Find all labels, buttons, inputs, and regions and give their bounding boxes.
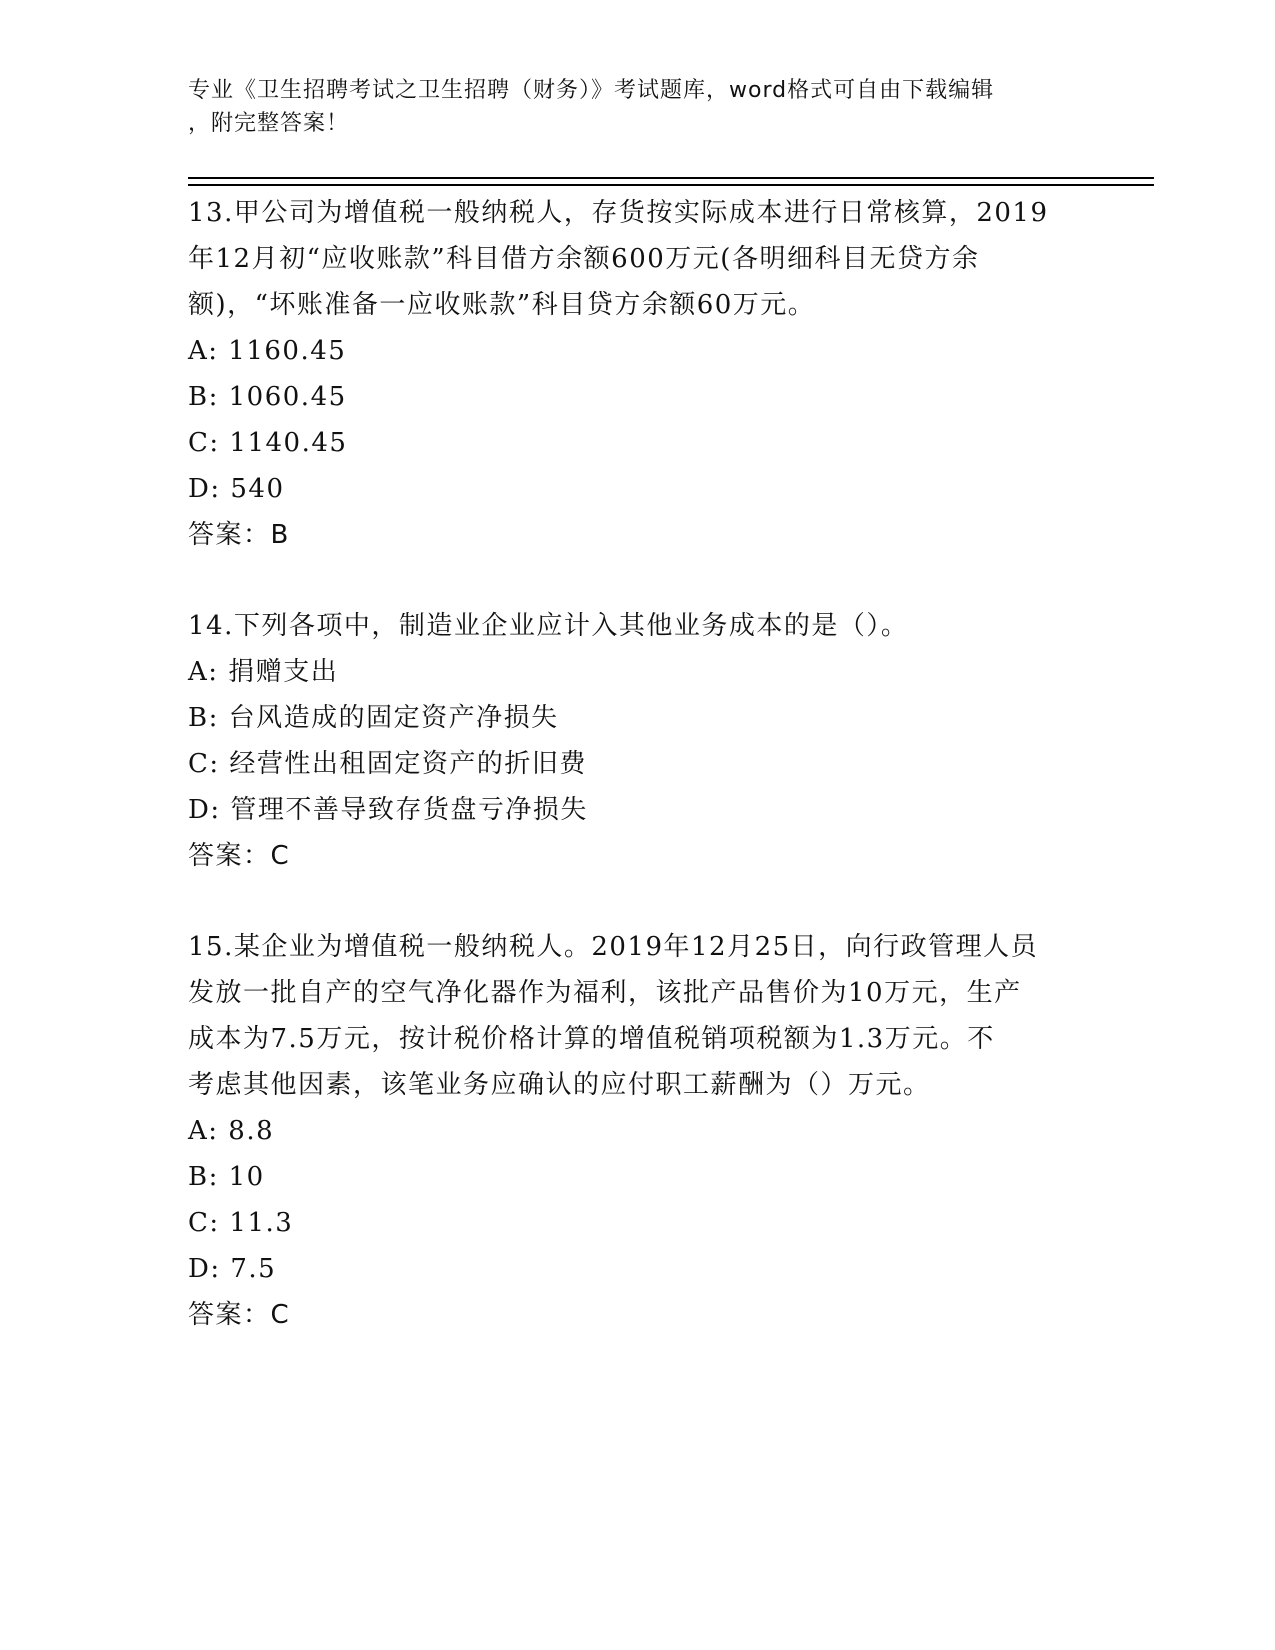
option-d: D: 540 [188,474,285,504]
question-14 [188,603,1088,879]
answer: 答案：C [188,841,291,871]
answer: 答案：C [188,1300,291,1330]
header-rule-top [188,177,1154,179]
question-text-line: 发放一批自产的空气净化器作为福利，该批产品售价为10万元，生产 [188,978,1022,1008]
question-list [188,190,1088,1383]
question-13 [188,190,1088,558]
option-a: A: 捐赠支出 [188,657,339,687]
answer: 答案：B [188,520,290,550]
option-c: C: 11.3 [188,1208,294,1238]
option-a: A: 8.8 [188,1116,275,1146]
header-rule-bottom [188,184,1154,186]
question-text-line: 年12月初“应收账款”科目借方余额600万元(各明细科目无贷方余 [188,244,980,274]
option-c: C: 1140.45 [188,428,348,458]
question-text-line: 14.下列各项中，制造业企业应计入其他业务成本的是（）。 [188,611,909,641]
option-d: D: 管理不善导致存货盘亏净损失 [188,795,588,825]
header-line-2: ，附完整答案！ [188,111,350,136]
question-text-line: 成本为7.5万元，按计税价格计算的增值税销项税额为1.3万元。不 [188,1024,995,1054]
question-text-line: 考虑其他因素，该笔业务应确认的应付职工薪酬为（）万元。 [188,1070,931,1100]
option-a: A: 1160.45 [188,336,347,366]
header-line-1: 专业《卫生招聘考试之卫生招聘（财务）》考试题库，word格式可自由下载编辑 [188,78,995,103]
option-b: B: 台风造成的固定资产净损失 [188,703,559,733]
question-text-line: 13.甲公司为增值税一般纳税人，存货按实际成本进行日常核算，2019 [188,198,1049,228]
question-text-line: 15.某企业为增值税一般纳税人。2019年12月25日，向行政管理人员 [188,932,1039,962]
document-header [188,74,1068,140]
option-c: C: 经营性出租固定资产的折旧费 [188,749,587,779]
question-text-line: 额)，“坏账准备一应收账款”科目贷方余额60万元。 [188,290,816,320]
question-15 [188,924,1088,1338]
option-b: B: 10 [188,1162,265,1192]
option-b: B: 1060.45 [188,382,347,412]
option-d: D: 7.5 [188,1254,277,1284]
